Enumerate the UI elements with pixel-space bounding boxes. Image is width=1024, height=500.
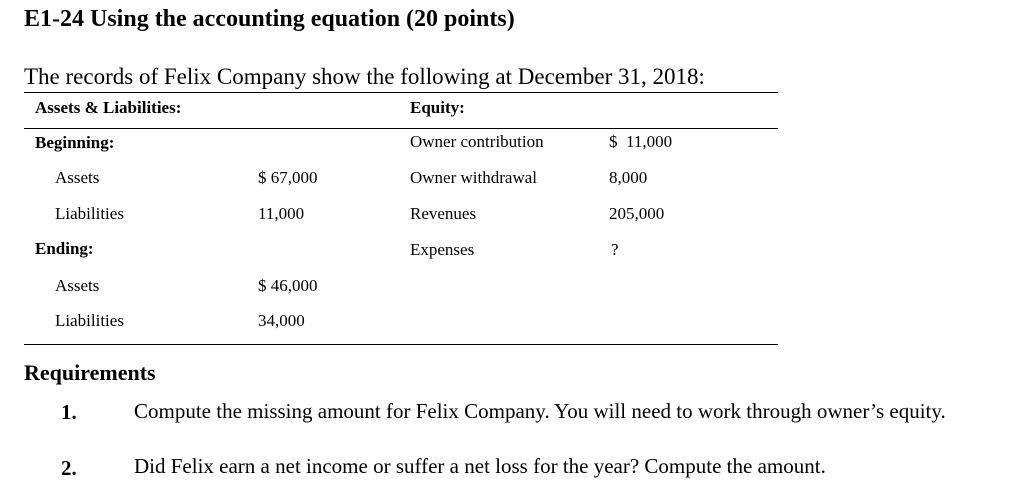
owner-contribution-label: Owner contribution xyxy=(410,132,544,151)
expenses-value: ? xyxy=(611,240,619,259)
owner-withdrawal-label: Owner withdrawal xyxy=(410,168,537,187)
intro-text: The records of Felix Company show the following at December 31, 2018: xyxy=(24,64,705,89)
equity-header: Equity: xyxy=(410,98,465,117)
requirement-number-1: 1. xyxy=(61,400,77,424)
beginning-liabilities-label: Liabilities xyxy=(55,204,124,223)
table-bottom-rule xyxy=(24,344,778,345)
requirement-text-1: Compute the missing amount for Felix Company. You will need to work through owner’s equity. xyxy=(134,399,946,423)
revenues-label: Revenues xyxy=(410,204,477,223)
requirement-number-2: 2. xyxy=(61,456,77,480)
table-top-rule xyxy=(24,92,778,93)
page-title: E1-24 Using the accounting equation (20 points) xyxy=(24,6,515,32)
ending-assets-label: Assets xyxy=(55,276,100,295)
header-rule xyxy=(24,128,778,129)
beginning-liabilities-value: 11,000 xyxy=(258,204,305,223)
beginning-assets-value: $ 67,000 xyxy=(258,168,318,187)
revenues-value: 205,000 xyxy=(609,204,665,223)
owner-contribution-value: $ 11,000 xyxy=(609,132,673,151)
requirement-text-2: Did Felix earn a net income or suffer a net loss for the year? Compute the amount. xyxy=(134,454,826,478)
ending-liabilities-value: 34,000 xyxy=(258,311,305,330)
owner-withdrawal-value: 8,000 xyxy=(609,168,648,187)
ending-liabilities-label: Liabilities xyxy=(55,311,124,330)
ending-label: Ending: xyxy=(35,239,94,258)
beginning-assets-label: Assets xyxy=(55,168,100,187)
ending-assets-value: $ 46,000 xyxy=(258,276,318,295)
assets-liabilities-header: Assets & Liabilities: xyxy=(35,98,182,117)
requirements-heading: Requirements xyxy=(24,360,156,385)
expenses-label: Expenses xyxy=(410,240,475,259)
beginning-label: Beginning: xyxy=(35,133,115,152)
